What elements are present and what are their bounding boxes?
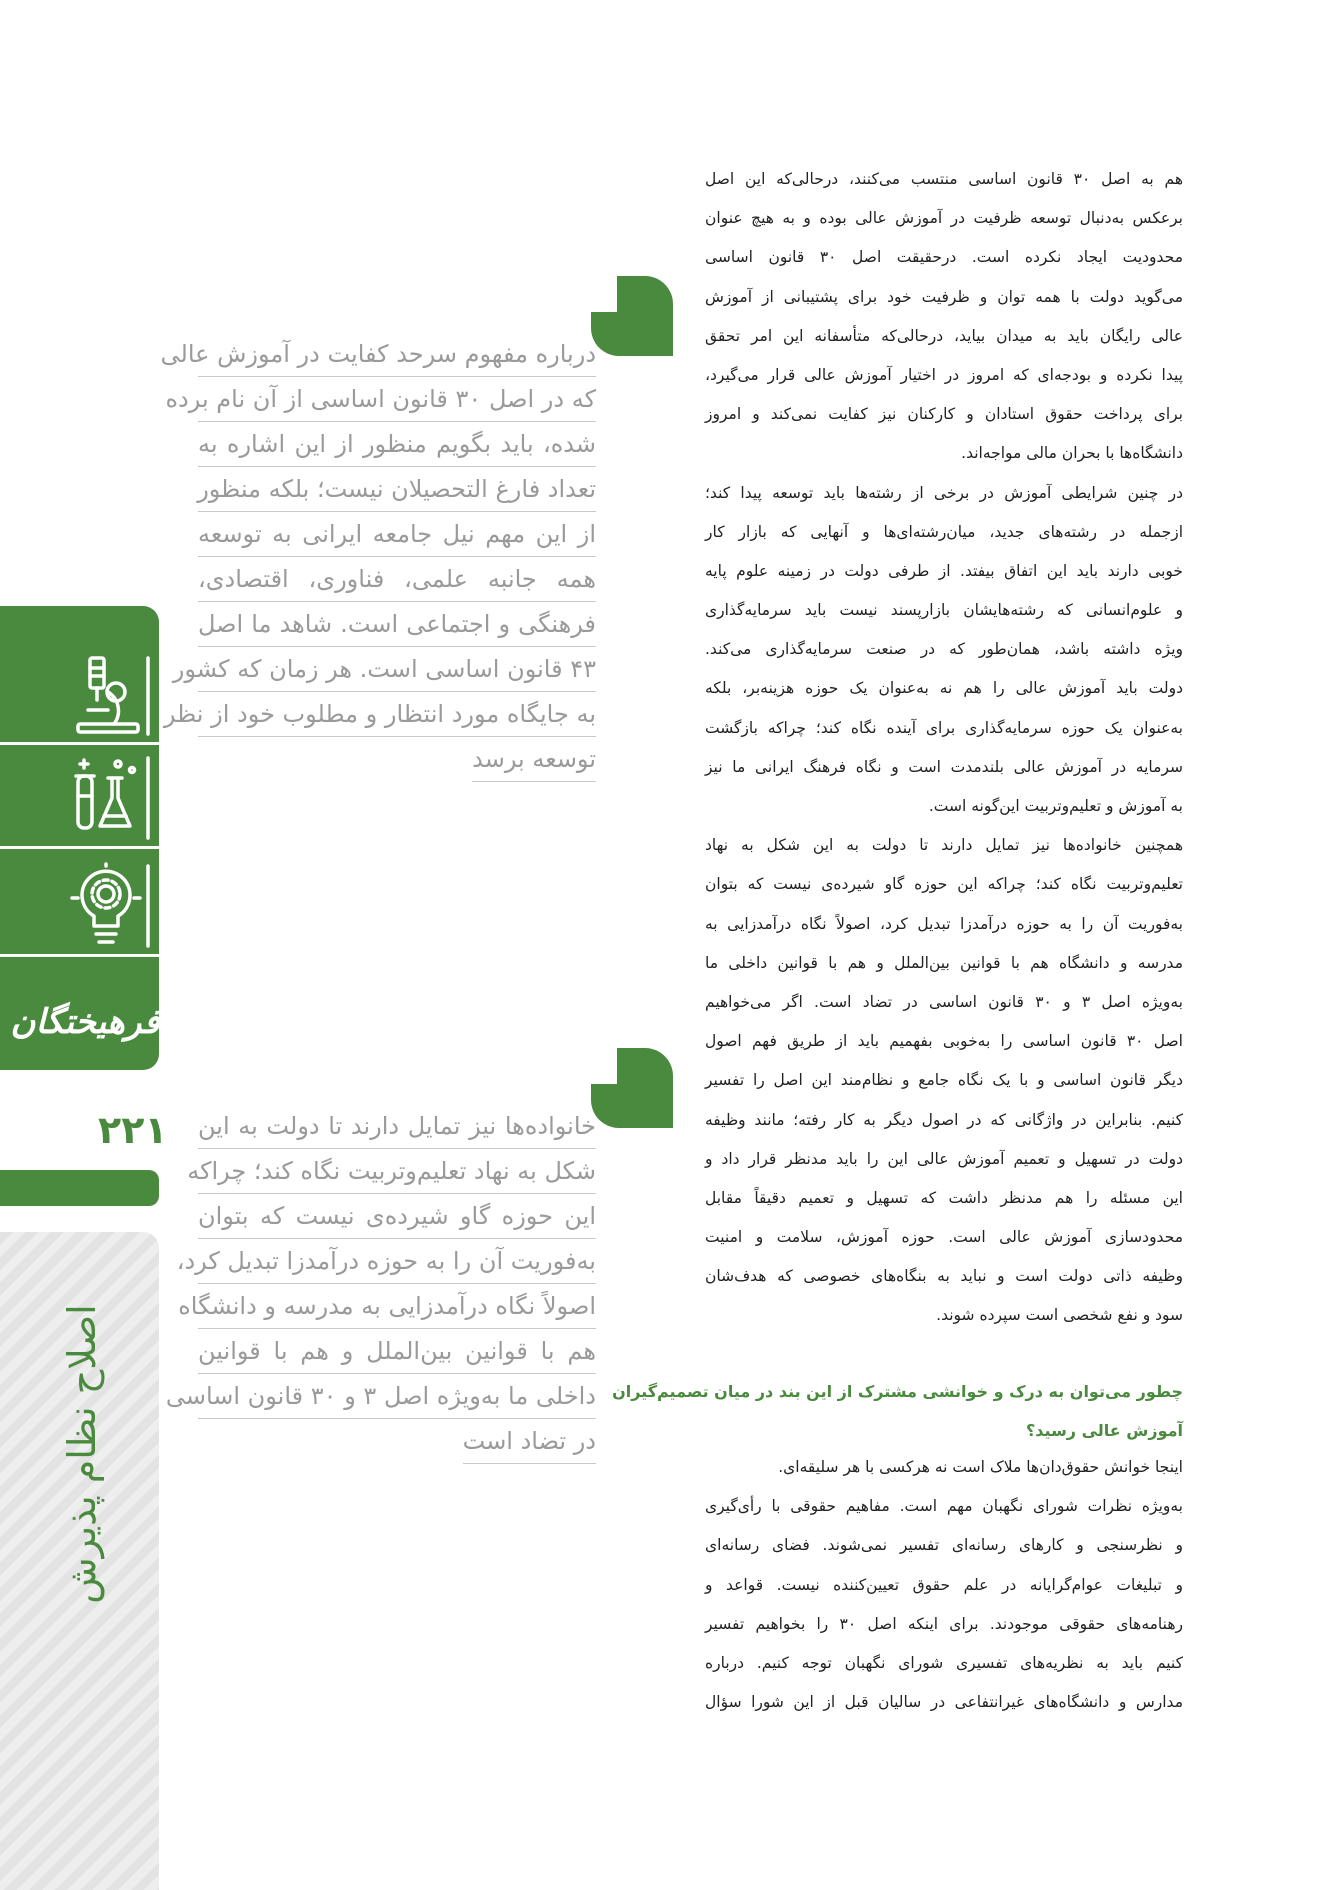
body-text-line: ویژه داشته باشد، همان‌طور که در صنعت سرمایه‌گذاری می‌کند. — [705, 640, 1183, 659]
pull-quote-line: تعداد فارغ التحصیلان نیست؛ بلکه منظور — [198, 467, 596, 512]
body-text-line: اصل ۳۰ قانون اساسی را به‌خوبی بفهمیم باید از طریق فهم اصول — [705, 1032, 1183, 1051]
sidebar-divider — [0, 846, 159, 849]
pull-quote-line: همه جانبه علمی، فناوری، اقتصادی، — [198, 557, 596, 602]
body-text-line: سرمایه در آموزش عالی بلندمدت است و نگاه فرهنگ ایرانی ما نیز — [705, 757, 1183, 776]
pull-quote-line: از این مهم نیل جامعه ایرانی به توسعه — [198, 512, 596, 557]
body-text-line: سود و نفع شخصی است سپرده شوند. — [936, 1306, 1183, 1325]
body-text-line: دانشگاه‌ها با بحران مالی مواجه‌اند. — [961, 444, 1183, 463]
pull-quote-line: هم با قوانین بین‌الملل و هم با قوانین — [198, 1329, 596, 1374]
body-text-line: پیدا نکرده و بودجه‌ای که امروز در اختیار آموزش عالی قرار می‌گیرد، — [705, 365, 1183, 384]
idea-bulb-gear-icon — [72, 864, 156, 948]
body-text-line: کنیم باید به نظریه‌های تفسیری شورای نگهبان توجه کنیم. درباره — [705, 1653, 1183, 1672]
pull-quote-line: توسعه برسد — [472, 737, 596, 782]
body-text — [705, 160, 1183, 1336]
body-text-line: مدارس و دانشگاه‌های غیرانتفاعی در سالیان قبل از این شورا سؤال — [705, 1693, 1183, 1712]
body-text-line: به‌ویژه اصل ۳ و ۳۰ قانون اساسی در تضاد است. اگر می‌خواهیم — [705, 992, 1183, 1011]
quote-mark-icon — [591, 276, 673, 356]
sidebar-divider — [0, 742, 159, 745]
body-text-line: در چنین شرایطی آموزش در برخی از رشته‌ها باید توسعه پیدا کند؛ — [705, 483, 1183, 502]
body-text-line: اینجا خوانش حقوق‌دان‌ها ملاک است نه هرکسی با هر سلیقه‌ای. — [778, 1458, 1183, 1476]
body-text-line: می‌گوید دولت با همه توان و ظرفیت خود برای پشتیبانی از آموزش — [705, 287, 1183, 306]
body-text-line: و علوم‌انسانی که رشته‌هایشان بازارپسند نیست باید سرمایه‌گذاری — [705, 601, 1183, 620]
pull-quote-line: فرهنگی و اجتماعی است. شاهد ما اصل — [198, 602, 596, 647]
section-heading — [612, 1372, 1183, 1450]
body-text-line: خوبی دارند باید این اتفاق بیفتد. از طرفی دولت در زمینه علوم پایه — [705, 561, 1183, 580]
pull-quote-line: شده، باید بگویم منظور از این اشاره به — [198, 422, 596, 467]
pull-quote-line: در تضاد است — [463, 1419, 596, 1464]
pull-quote-line: که در اصل ۳۰ قانون اساسی از آن نام برده — [198, 377, 596, 422]
body-text-line: برای پرداخت حقوق استادان و کارکنان نیز کفایت نمی‌کند و امروز — [705, 405, 1183, 424]
body-text-line: ازجمله در رشته‌های جدید، میان‌رشته‌ای‌ها و آنهایی که بازار کار — [705, 522, 1183, 541]
body-text-line: وظیفه ذاتی دولت است و نباید به بنگاه‌های خصوصی که هدف‌شان — [705, 1267, 1183, 1286]
brand-logo-text: فرهیختگان — [10, 1002, 160, 1042]
pull-quote — [165, 1104, 596, 1464]
body-text-line: دولت در تسهیل و تعمیم آموزش عالی این را باید مدنظر قرار داد و — [705, 1149, 1183, 1168]
sidebar-divider — [0, 954, 159, 957]
pull-quote-line: خانواده‌ها نیز تمایل دارند تا دولت به این — [198, 1104, 596, 1149]
pull-quote-line: اصولاً نگاه درآمدزایی به مدرسه و دانشگاه — [198, 1284, 596, 1329]
body-text-line: تعلیم‌وتربیت نگاه کند؛ چراکه این حوزه گاو شیرده‌ی نیست که بتوان — [705, 875, 1183, 894]
pull-quote-line: به جایگاه مورد انتظار و مطلوب خود از نظر — [198, 692, 596, 737]
body-text-line: محدودسازی آموزش عالی است. حوزه آموزش، سلامت و امنیت — [705, 1228, 1183, 1247]
body-text-line: عالی رایگان باید به میدان بیاید، درحالی‌که متأسفانه این امر تحقق — [705, 326, 1183, 345]
body-text-line: دیگر قانون اساسی و با یک نگاه جامع و نظام‌مند این اصل را تفسیر — [705, 1071, 1183, 1090]
pull-quote-line: شکل به نهاد تعلیم‌وتربیت نگاه کند؛ چراکه — [198, 1149, 596, 1194]
body-text-line: به‌فوریت آن را به حوزه درآمدزا تبدیل کرد، اصولاً نگاه درآمدزایی به — [705, 914, 1183, 933]
quote-mark-icon — [591, 1048, 673, 1128]
body-text — [705, 1448, 1183, 1722]
page-number: ۲۲۱ — [98, 1108, 168, 1152]
section-title: اصلاح نظام پذیرش — [60, 1304, 104, 1604]
body-text-line: کنیم. بنابراین در واژگانی که در اصول دیگر به کار رفته؛ مانند وظیفه — [705, 1110, 1183, 1129]
body-text-line: به‌عنوان یک حوزه سرمایه‌گذاری برای آینده نگاه کند؛ چراکه بازگشت — [705, 718, 1183, 737]
body-text-line: و تبلیغات عوام‌گرایانه در علم حقوق تعیین‌کننده نیست. قواعد و — [705, 1575, 1183, 1594]
body-text-line: برعکس به‌دنبال توسعه ظرفیت در آموزش عالی بوده و به هیچ عنوان — [705, 209, 1183, 228]
pull-quote-line: ۴۳ قانون اساسی است. هر زمان که کشور — [198, 647, 596, 692]
pull-quote-line: درباره مفهوم سرحد کفایت در آموزش عالی — [198, 332, 596, 377]
pull-quote-line: این حوزه گاو شیرده‌ی نیست که بتوان — [198, 1194, 596, 1239]
body-text-line: و نظرسنجی و کارهای رسانه‌ای تفسیر نمی‌شوند. فضای رسانه‌ای — [705, 1536, 1183, 1555]
microscope-icon — [72, 652, 156, 736]
body-text-line: محدودیت ایجاد نکرده است. درحقیقت اصل ۳۰ قانون اساسی — [705, 248, 1183, 267]
body-text-line: مدرسه و دانشگاه هم با قوانین بین‌الملل و هم با قوانین داخلی ما — [705, 953, 1183, 972]
pull-quote-line: داخلی ما به‌ویژه اصل ۳ و ۳۰ قانون اساسی — [198, 1374, 596, 1419]
body-text-line: این مسئله را هم مدنظر داشت که تسهیل و تعمیم دقیقاً مقابل — [705, 1188, 1183, 1207]
pull-quote — [160, 332, 596, 782]
page-number-bar — [0, 1170, 159, 1206]
lab-flask-icon — [72, 756, 156, 840]
body-text-line: رهنامه‌های حقوقی موجودند. برای اینکه اصل ۳۰ را بخواهیم تفسیر — [705, 1614, 1183, 1633]
body-text-line: هم به اصل ۳۰ قانون اساسی منتسب می‌کنند، درحالی‌که این اصل — [705, 170, 1183, 188]
pull-quote-line: به‌فوریت آن را به حوزه درآمدزا تبدیل کرد، — [198, 1239, 596, 1284]
body-text-line: دولت باید آموزش عالی را هم نه به‌عنوان یک حوزه هزینه‌بر، بلکه — [705, 679, 1183, 698]
body-text-line: به‌ویژه نظرات شورای نگهبان مهم است. مفاهیم حقوقی با رأی‌گیری — [705, 1497, 1183, 1516]
heading-line: چطور می‌توان به درک و خوانشی مشترک از این بند در میان تصمیم‌گیران — [612, 1382, 1183, 1401]
body-text-line: همچنین خانواده‌ها نیز تمایل دارند تا دولت به این شکل به نهاد — [705, 836, 1183, 855]
body-text-line: به آموزش و تعلیم‌وتربیت این‌گونه است. — [928, 797, 1183, 815]
heading-line: آموزش عالی رسید؟ — [1026, 1421, 1183, 1440]
